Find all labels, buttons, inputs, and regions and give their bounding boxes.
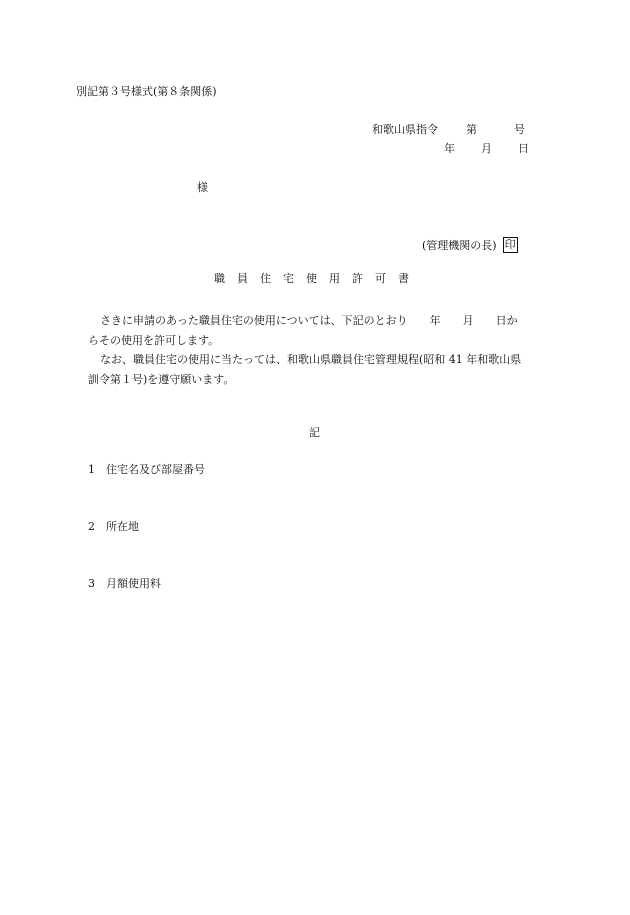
addressee-suffix: 様 [197,181,208,194]
list-item [88,521,139,532]
document-number-line [372,124,525,135]
paragraph-line: らその使用を許可します。 [88,334,220,347]
seal-stamp: 印 [504,238,516,251]
form-number-label: 別記第３号様式(第８条関係) [76,85,217,98]
paragraph-line: なお、職員住宅の使用に当たっては、和歌山県職員住宅管理規程(昭和 41 年和歌山県 [100,353,522,366]
list-item [88,578,161,589]
item-number: 2 [88,520,95,533]
item-label: 月額使用料 [106,577,161,590]
paragraph-line: 訓令第１号)を遵守願います。 [88,373,235,386]
item-number: 1 [88,463,95,476]
regulation-paragraph [88,350,566,390]
directive-prefix: 和歌山県指令 [372,123,438,136]
number-dai-label: 第 [466,123,477,136]
ki-heading: 記 [309,426,320,439]
item-number: 3 [88,577,95,590]
item-label: 所在地 [106,520,139,533]
permission-paragraph [88,311,566,351]
date-line [444,143,529,154]
list-item [88,464,205,475]
date-year-label: 年 [444,142,455,155]
date-day-label: 日 [518,142,529,155]
number-go-label: 号 [514,123,525,136]
issuer-title: (管理機関の長) [422,238,497,252]
paragraph-line: さきに申請のあった職員住宅の使用については、下記のとおり 年 月 日か [100,314,518,327]
date-month-label: 月 [481,142,492,155]
item-label: 住宅名及び部屋番号 [106,463,205,476]
issuer-line [422,237,518,253]
document-title: 職員住宅使用許可書 [214,272,421,285]
